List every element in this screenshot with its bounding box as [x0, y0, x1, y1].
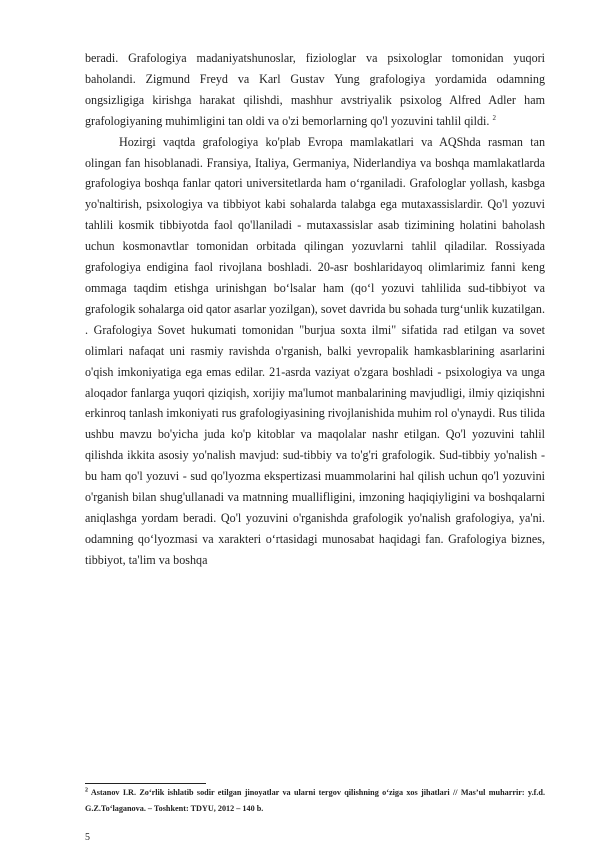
document-body [85, 48, 545, 571]
footnote-divider [85, 783, 206, 784]
page-number: 5 [85, 832, 90, 843]
footnote-reference[interactable]: 2 [492, 113, 496, 122]
paragraph-1 [85, 48, 545, 132]
footnote-text: Astanov I.R. Zo‘rlik ishlatib sodir etilgan jinoyatlar va ularni tergov qilishning o‘ziga xos jihatlari // Mas’ul muharrir: y.f.d. G.Z.To‘laganova. – Toshkent: TDYU, 2012 – 140 b. [85, 788, 545, 813]
footnote [85, 785, 545, 817]
footnote-number: 2 [85, 787, 88, 794]
paragraph-1-text: beradi. Grafologiya madaniyatshunoslar, fiziologlar va psixologlar tomonidan yuqori baholandi. Zigmund Freyd va Karl Gustav Yung grafologiya yordamida odamning ongsizligiga kirishga harakat qilishdi, mashhur avstriyalik psixolog Alfred Adler ham grafologiyaning muhimligini tan oldi va o'zi bemorlarning qo'l yozuvini tahlil qildi. [85, 51, 545, 128]
paragraph-2: Hozirgi vaqtda grafologiya ko'plab Evropa mamlakatlari va AQShda rasman tan olingan fan hisoblanadi. Fransiya, Italiya, Germaniya, Niderlandiya va boshqa mamlakatlarda grafologiya boshqa fanlar qatori universitetlarda ham o‘rganiladi. Grafologlar yollash, kasbga yo'naltirish, psixologiya va tibbiyot kabi sohalarda talabga ega mutaxassislardir. Qo'l yozuvi tahlili kosmik tibbiyotda faol qo'llaniladi - mutaxassislar asab tizimining holatini baholash uchun kosmonavtlar tomonidan orbitada qilingan yozuvlarni tahlil qiladilar. Rossiyada grafologiya endigina faol rivojlana boshladi. 20-asr boshlaridayoq olimlarimiz fanni keng ommaga taqdim etishga urinishgan bo‘lsalar ham (qo‘l yozuvi tahlilida sud-tibbiyot va grafologik sohalarga oid qator asarlar yozilgan), sovet davrida bu sohada turg‘unlik kuzatilgan. . Grafologiya Sovet hukumati tomonidan "burjua soxta ilmi" sifatida rad etilgan va sovet olimlari nafaqat uni rasmiy ravishda o'rganish, balki yevropalik hamkasblarining asarlarini o'qish imkoniyatiga ega emas edilar. 21-asrda vaziyat o'zgara boshladi - psixologiya va unga aloqador fanlarga yuqori qiziqish, xorijiy ma'lumot manbalarining mavjudligi, ilmiy qiziqishni erkinroq tanlash imkoniyati rus grafologiyasining rivojlanishida muhim rol o'ynaydi. Rus tilida ushbu mavzu bo'yicha juda ko'p kitoblar va maqolalar nashr etilgan. Qo'l yozuvini tahlil qilishda ikkita asosiy yo'nalish mavjud: sud-tibbiy va to'g'ri grafologik. Sud-tibbiy yo'nalish - bu ham qo'l yozuvi - sud qo'lyozma ekspertizasi muammolarini hal qilish uchun qo'l yozuvini o'rganish bilan shug'ullanadi va matnning muallifligini, imzoning haqiqiyligini va boshqalarni aniqlashga yordam beradi. Qo'l yozuvini o'rganishda grafologik yo'nalish grafologiya, ya'ni. odamning qo‘lyozmasi va xarakteri o‘rtasidagi munosabat haqidagi fan. Grafologiya biznes, tibbiyot, ta'lim va boshqa [85, 134, 545, 567]
